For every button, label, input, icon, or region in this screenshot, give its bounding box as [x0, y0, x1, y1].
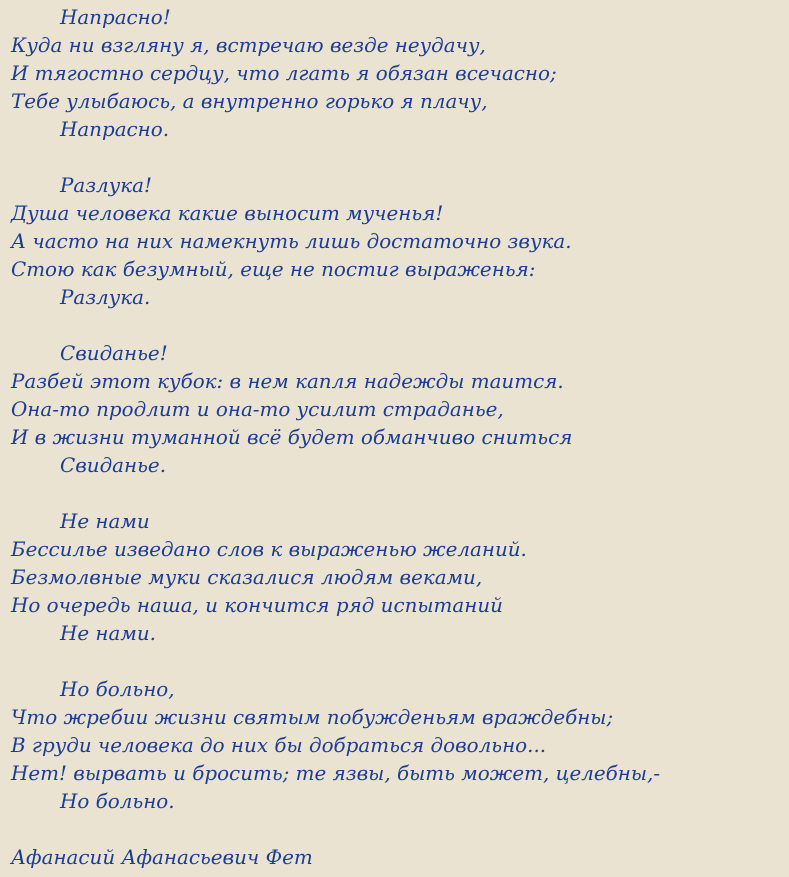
stanza-5-line-2: Что жребии жизни святым побужденьям враждебны;	[11, 706, 614, 729]
stanza-2-line-2: Душа человека какие выносит мученья!	[11, 202, 444, 225]
stanza-2-line-1: Разлука!	[60, 174, 152, 197]
stanza-2-line-5: Разлука.	[60, 286, 151, 309]
stanza-3-line-4: И в жизни туманной всё будет обманчиво сниться	[11, 426, 573, 449]
stanza-4-line-2: Бессилье изведано слов к выраженью желаний.	[11, 538, 527, 561]
stanza-2-line-3: А часто на них намекнуть лишь достаточно звука.	[11, 230, 572, 253]
stanza-5-line-5: Но больно.	[60, 790, 175, 813]
stanza-1-line-4: Тебе улыбаюсь, а внутренно горько я плачу,	[11, 90, 488, 113]
stanza-1-line-5: Напрасно.	[60, 118, 170, 141]
stanza-3-line-2: Разбей этот кубок: в нем капля надежды таится.	[11, 370, 564, 393]
stanza-5-line-4: Нет! вырвать и бросить; те язвы, быть может, целебны,-	[11, 762, 661, 785]
stanza-3-line-3: Она-то продлит и она-то усилит страданье,	[11, 398, 504, 421]
stanza-4-line-5: Не нами.	[60, 622, 156, 645]
stanza-1-line-1: Напрасно!	[60, 6, 171, 29]
stanza-1-line-3: И тягостно сердцу, что лгать я обязан всечасно;	[11, 62, 557, 85]
stanza-2	[0, 172, 789, 312]
stanza-4-line-1: Не нами	[60, 510, 150, 533]
author-signature: Афанасий Афанасьевич Фет	[11, 846, 313, 869]
stanza-5	[0, 676, 789, 816]
stanza-1-line-2: Куда ни взгляну я, встречаю везде неудачу,	[11, 34, 486, 57]
stanza-5-line-3: В груди человека до них бы добраться довольно...	[11, 734, 547, 757]
stanza-3-line-1: Свиданье!	[60, 342, 168, 365]
stanza-1	[0, 4, 789, 144]
stanza-4-line-3: Безмолвные муки сказалися людям веками,	[11, 566, 483, 589]
stanza-4-line-4: Но очередь наша, и кончится ряд испытаний	[11, 594, 503, 617]
stanza-4	[0, 508, 789, 648]
stanza-2-line-4: Стою как безумный, еще не постиг выраженья:	[11, 258, 536, 281]
stanza-3	[0, 340, 789, 480]
stanza-5-line-1: Но больно,	[60, 678, 175, 701]
stanza-3-line-5: Свиданье.	[60, 454, 167, 477]
